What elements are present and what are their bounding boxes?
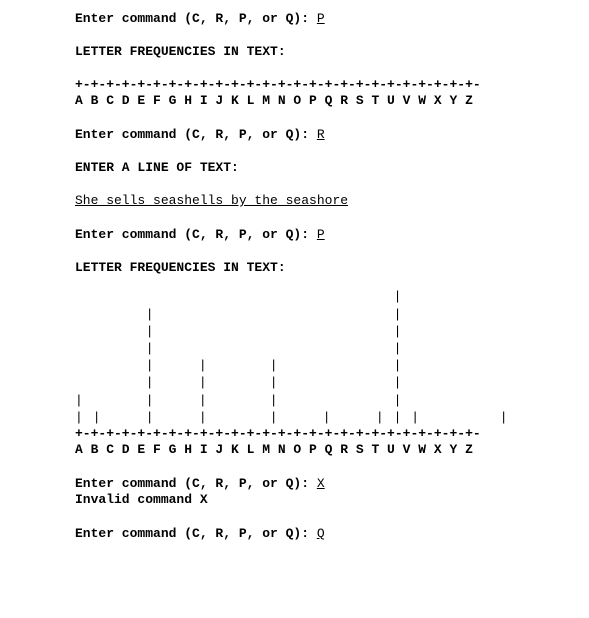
bar-h: | | | |	[198, 358, 207, 425]
empty-axis-line: +-+-+-+-+-+-+-+-+-+-+-+-+-+-+-+-+-+-+-+-+-+-+-+-+-+-	[75, 77, 481, 92]
invalid-command-message: Invalid command X	[75, 492, 208, 507]
text-input-line[interactable]	[75, 193, 348, 209]
bar-e: | | | | | | |	[145, 306, 154, 425]
bar-t: |	[411, 409, 420, 425]
bar-b: |	[92, 409, 101, 425]
prompt-text: Enter command (C, R, P, or Q):	[75, 127, 317, 142]
frequency-heading-2: LETTER FREQUENCIES IN TEXT:	[75, 260, 286, 275]
command-input-3[interactable]: P	[316, 227, 325, 242]
command-prompt-3	[75, 227, 325, 243]
command-prompt-2	[75, 127, 325, 143]
frequency-heading-1: LETTER FREQUENCIES IN TEXT:	[75, 44, 286, 59]
bar-y: |	[499, 409, 508, 425]
command-prompt-1	[75, 11, 325, 27]
prompt-text: Enter command (C, R, P, or Q):	[75, 476, 317, 491]
histogram-axis-letters: A B C D E F G H I J K L M N O P Q R S T U V W X Y Z	[75, 442, 473, 457]
command-input-4[interactable]: X	[316, 476, 325, 491]
prompt-text: Enter command (C, R, P, or Q):	[75, 11, 317, 26]
bar-a: | |	[75, 392, 83, 425]
enter-text-heading: ENTER A LINE OF TEXT:	[75, 160, 239, 175]
command-prompt-4	[75, 476, 325, 492]
prompt-text: Enter command (C, R, P, or Q):	[75, 526, 317, 541]
bar-o: |	[322, 409, 331, 425]
command-input-5[interactable]: Q	[316, 526, 325, 541]
user-text-input[interactable]: She sells seashells by the seashore	[75, 193, 349, 208]
prompt-text: Enter command (C, R, P, or Q):	[75, 227, 317, 242]
command-input-1[interactable]: P	[316, 11, 325, 26]
bar-s: | | | | | | | |	[393, 289, 402, 425]
command-input-2[interactable]: R	[316, 127, 325, 142]
bar-l: | | | |	[269, 358, 278, 425]
bar-r: |	[375, 409, 384, 425]
command-prompt-5	[75, 526, 325, 542]
empty-axis-letters: A B C D E F G H I J K L M N O P Q R S T U V W X Y Z	[75, 93, 473, 108]
histogram-axis-line: +-+-+-+-+-+-+-+-+-+-+-+-+-+-+-+-+-+-+-+-+-+-+-+-+-+-	[75, 426, 481, 441]
